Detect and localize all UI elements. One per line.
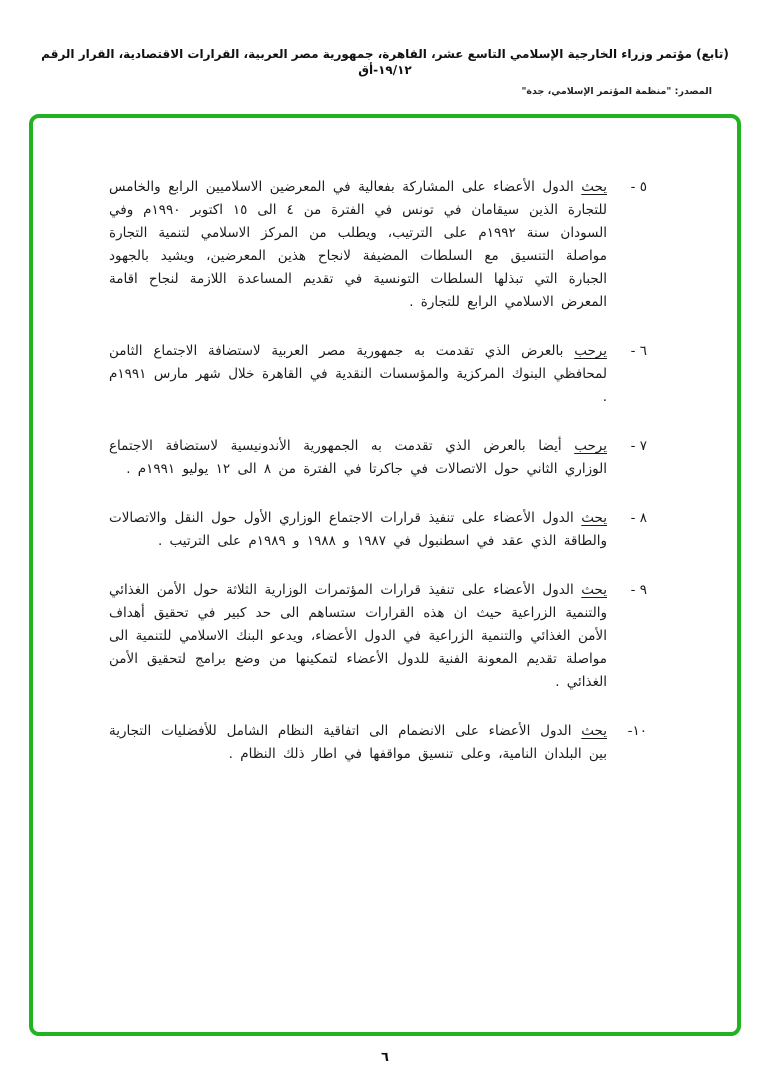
item-text xyxy=(109,340,607,409)
resolutions-list xyxy=(33,118,737,766)
item-number: ٨ - xyxy=(630,510,647,526)
item-body-text: الدول الأعضاء على الانضمام الى اتفاقية النظام الشامل للأفضليات التجارية بين البلدان النامية، وعلى تنسيق مواقفها في اطار ذلك النظام . xyxy=(109,723,607,762)
item-lead-word: يحث xyxy=(581,723,607,739)
item-body-text: أيضا بالعرض الذي تقدمت به الجمهورية الأندونيسية لاستضافة الاجتماع الوزاري الثاني حول الاتصالات في جاكرتا في الفترة من ٨ الى ١٢ يوليو ١٩٩١م . xyxy=(109,438,607,477)
content-frame-border xyxy=(29,114,741,1036)
item-body-text: بالعرض الذي تقدمت به جمهورية مصر العربية لاستضافة الاجتماع الثامن لمحافظي البنوك المركزية والمؤسسات النقدية في القاهرة خلال شهر مارس ١٩٩١م . xyxy=(109,343,607,405)
item-text xyxy=(109,579,607,694)
resolution-item-8 xyxy=(109,507,647,553)
source-line: المصدر: "منظمة المؤتمر الإسلامي، جدة" xyxy=(521,86,712,97)
item-body-text: الدول الأعضاء على تنفيذ قرارات الاجتماع الوزاري الأول حول النقل والاتصالات والطاقة الذي عقد في اسطنبول في ١٩٨٧ و ١٩٨٨ و ١٩٨٩م على الترتيب . xyxy=(109,510,607,549)
item-lead-word: يرحب xyxy=(574,438,607,454)
item-text xyxy=(109,176,607,314)
item-lead-word: يرحب xyxy=(574,343,607,359)
page-number: ٦ xyxy=(381,1050,389,1065)
item-number: ٧ - xyxy=(630,438,647,454)
item-lead-word: يحث xyxy=(581,179,607,195)
item-lead-word: يحث xyxy=(581,582,607,598)
item-number: ٥ - xyxy=(630,179,647,195)
item-number: ٦ - xyxy=(630,343,647,359)
resolution-item-7 xyxy=(109,435,647,481)
resolution-item-6 xyxy=(109,340,647,409)
resolution-item-9 xyxy=(109,579,647,694)
item-text xyxy=(109,507,607,553)
resolution-item-5 xyxy=(109,176,647,314)
item-text xyxy=(109,435,607,481)
item-number: ٩ - xyxy=(630,582,647,598)
resolution-item-10 xyxy=(109,720,647,766)
item-lead-word: يحث xyxy=(581,510,608,526)
document-header-title: (تابع) مؤتمر وزراء الخارجية الإسلامي التاسع عشر، القاهرة، جمهورية مصر العربية، القرارات الاقتصادية، القرار الرقم ١٩/١٢-أق xyxy=(41,47,729,77)
item-body-text: الدول الأعضاء على المشاركة بفعالية في المعرضين الاسلاميين الرابع والخامس للتجارة الذين سيقامان في تونس في الفترة من ٤ الى ١٥ اكتوبر ١٩٩٠م وفي السودان سنة ١٩٩٢م على الترتيب، ويطلب من المركز الاسلامي لتنمية التجارة مواصلة التنسيق مع السلطات المضيفة لانجاح هذين المعرضين، ويشيد بالجهود الجبارة التي تبذلها السلطات التونسية في تقديم المساعدة اللازمة لنجاح اقامة المعرض الاسلامي الرابع للتجارة . xyxy=(109,179,607,310)
item-number: ١٠- xyxy=(627,723,647,739)
item-body-text: الدول الأعضاء على تنفيذ قرارات المؤتمرات الوزارية الثلاثة حول الأمن الغذائي والتنمية الزراعية حيث ان هذه القرارات ستساهم الى حد كبير في تحقيق أهداف الأمن الغذائي والتنمية الزراعية في الدول الأعضاء، ويدعو البنك الاسلامي للتنمية الى مواصلة تقديم المعونة الفنية للدول الأعضاء لتمكينها من وضع برامج لتحقيق الأمن الغذائي . xyxy=(109,582,607,690)
item-text xyxy=(109,720,607,766)
